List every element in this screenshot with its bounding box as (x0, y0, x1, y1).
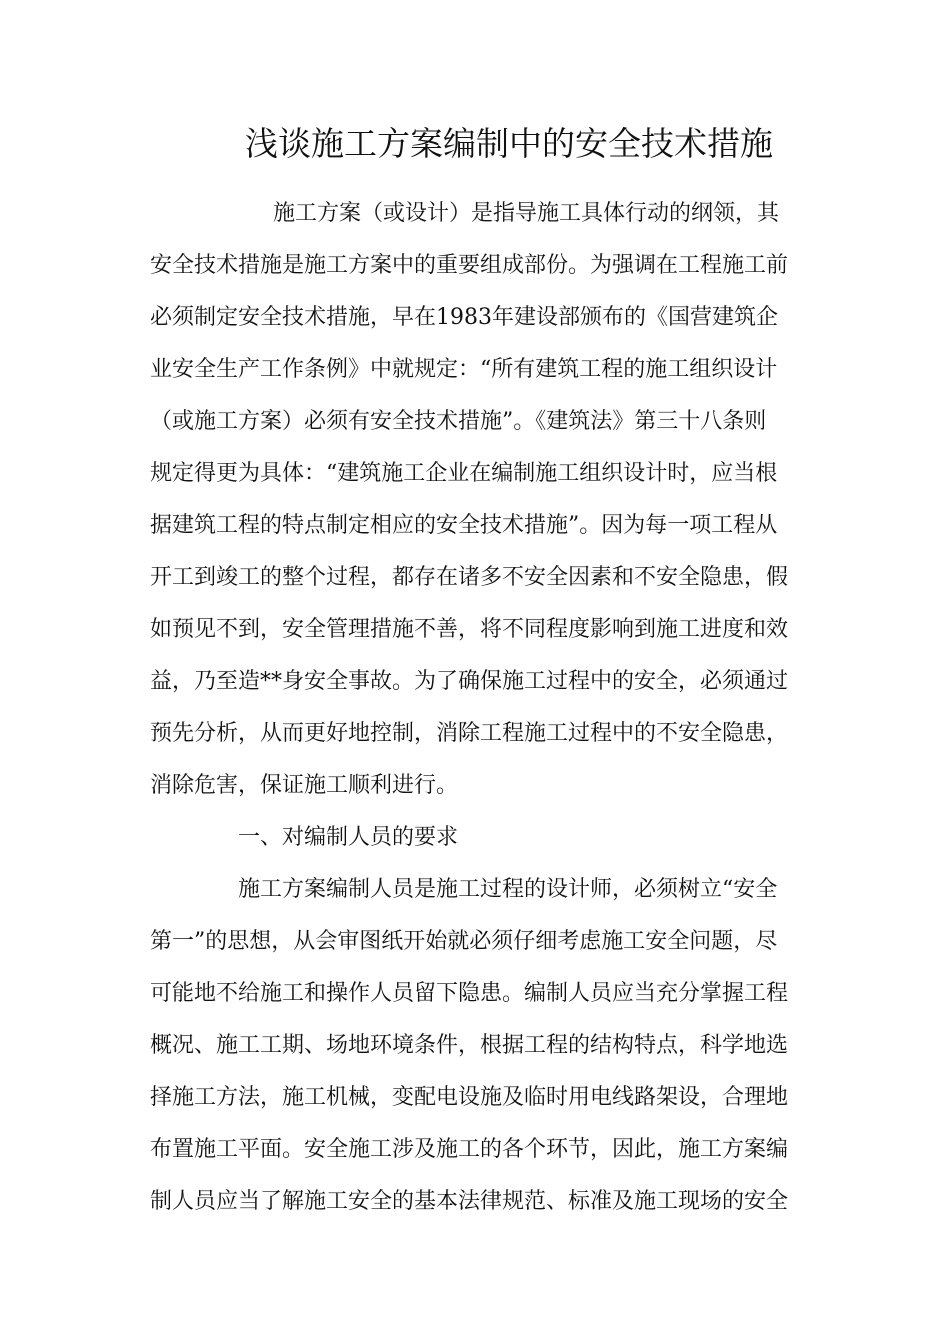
paragraph-line: 施工方案编制人员是施工过程的设计师，必须树立“安全 (238, 877, 778, 902)
section-heading: 一、对编制人员的要求 (238, 825, 459, 850)
paragraph-line: 业安全生产工作条例》中就规定：“所有建筑工程的施工组织设计 (150, 357, 778, 382)
paragraph-line: 概况、施工工期、场地环境条件，根据工程的结构特点，科学地选 (150, 1033, 789, 1058)
paragraph-line: 开工到竣工的整个过程，都存在诸多不安全因素和不安全隐患，假 (150, 565, 789, 590)
paragraph-line: 安全技术措施是施工方案中的重要组成部份。为强调在工程施工前 (150, 253, 789, 278)
paragraph-line: 可能地不给施工和操作人员留下隐患。编制人员应当充分掌握工程 (150, 981, 789, 1006)
paragraph-line: 据建筑工程的特点制定相应的安全技术措施”。因为每一项工程从 (150, 513, 778, 538)
paragraph-line: 制人员应当了解施工安全的基本法律规范、标准及施工现场的安全 (150, 1189, 789, 1214)
document-body (150, 188, 800, 1228)
paragraph-line: 如预见不到，安全管理措施不善，将不同程度影响到施工进度和效 (150, 617, 789, 642)
paragraph-line: 益，乃至造**身安全事故。为了确保施工过程中的安全，必须通过 (150, 669, 789, 694)
paragraph-line: 消除危害，保证施工顺利进行。 (150, 773, 459, 798)
paragraph-line: 第一”的思想，从会审图纸开始就必须仔细考虑施工安全问题，尽 (150, 929, 778, 954)
paragraph-line: 预先分析，从而更好地控制，消除工程施工过程中的不安全隐患， (150, 721, 789, 746)
paragraph-line: 择施工方法，施工机械，变配电设施及临时用电线路架设，合理地 (150, 1085, 789, 1110)
paragraph-line: 布置施工平面。安全施工涉及施工的各个环节，因此，施工方案编 (150, 1137, 789, 1162)
paragraph-line: 施工方案（或设计）是指导施工具体行动的纲领，其 (273, 201, 780, 226)
paragraph-line: 必须制定安全技术措施，早在1983年建设部颁布的《国营建筑企 (150, 305, 778, 330)
document-title: 浅谈施工方案编制中的安全技术措施 (245, 124, 773, 163)
paragraph-line: 规定得更为具体：“建筑施工企业在编制施工组织设计时，应当根 (150, 461, 778, 486)
paragraph-line: （或施工方案）必须有安全技术措施”。《建筑法》第三十八条则 (150, 409, 767, 434)
